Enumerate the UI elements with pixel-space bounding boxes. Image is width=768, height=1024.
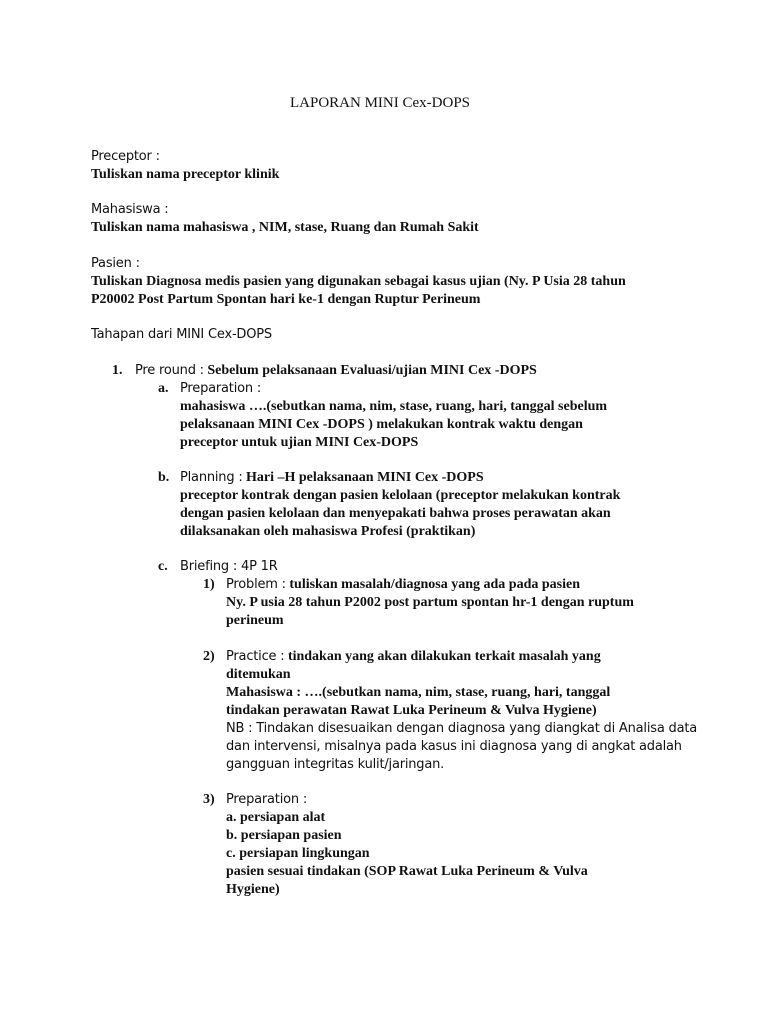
item-b-line-1: preceptor kontrak dengan pasien kelolaan (preceptor melakukan kontrak <box>180 488 621 503</box>
sub-3-line-2: Hygiene) <box>226 882 280 897</box>
item-a-line-1: mahasiswa ….(sebutkan nama, nim, stase, ruang, hari, tanggal sebelum <box>180 399 608 414</box>
sub-3-number: 3) <box>203 792 215 807</box>
pasien-value <box>91 273 626 309</box>
sub-3-line-1: pasien sesuai tindakan (SOP Rawat Luka Perineum & Vulva <box>226 864 588 879</box>
sub-1-value: tuliskan masalah/diagnosa yang ada pada pasien <box>289 577 580 592</box>
item-1-number: 1. <box>112 363 123 378</box>
sub-1-line-1: Ny. P usia 28 tahun P2002 post partum spontan hr-1 dengan ruptum <box>226 595 634 610</box>
item-b-letter: b. <box>158 470 170 485</box>
sub-2-note-1: NB : Tindakan disesuaikan dengan diagnosa yang diangkat di Analisa data <box>226 721 697 736</box>
sub-2-label: Practice : <box>226 649 285 664</box>
item-1-label: Pre round : <box>135 363 204 378</box>
item-a-content <box>180 380 607 452</box>
sub-2-number: 2) <box>203 649 215 664</box>
item-b-content <box>180 469 620 541</box>
sub-3-item-c: c. persiapan lingkungan <box>226 846 370 861</box>
item-b-label: Planning : <box>180 470 243 485</box>
sub-2-note-2: dan intervensi, misalnya pada kasus ini diagnosa yang di angkat adalah <box>226 739 682 754</box>
sub-3-label: Preparation : <box>226 792 308 807</box>
item-a-line-2: pelaksanaan MINI Cex -DOPS ) melakukan kontrak waktu dengan <box>180 417 583 432</box>
tahapan-heading: Tahapan dari MINI Cex-DOPS <box>91 327 272 342</box>
item-b-line-2: dengan pasien kelolaan dan menyepakati bahwa proses perawatan akan <box>180 506 611 521</box>
pasien-label: Pasien : <box>91 256 140 271</box>
item-b-line-3: dilaksanakan oleh mahasiswa Profesi (praktikan) <box>180 524 476 539</box>
pasien-line-1: Tuliskan Diagnosa medis pasien yang digunakan sebagai kasus ujian (Ny. P Usia 28 tahun <box>91 274 626 289</box>
document-title: LAPORAN MINI Cex-DOPS <box>290 95 471 111</box>
item-a-letter: a. <box>158 381 169 396</box>
sub-2-note-3: gangguan integritas kulit/jaringan. <box>226 757 445 772</box>
sub-3-item-a: a. persiapan alat <box>226 810 326 825</box>
sub-2-line-1: ditemukan <box>226 667 291 682</box>
item-c-label: Briefing : 4P 1R <box>180 559 278 574</box>
sub-1-content <box>226 576 634 630</box>
sub-2-content <box>226 648 697 774</box>
mahasiswa-value: Tuliskan nama mahasiswa , NIM, stase, Ruang dan Rumah Sakit <box>91 220 479 235</box>
item-1-line <box>135 362 537 380</box>
sub-2-line-3: tindakan perawatan Rawat Luka Perineum & Vulva Hygiene) <box>226 703 597 718</box>
mahasiswa-label: Mahasiswa : <box>91 202 169 217</box>
sub-2-value: tindakan yang akan dilakukan terkait masalah yang <box>287 649 601 664</box>
preceptor-value: Tuliskan nama preceptor klinik <box>91 167 280 182</box>
item-a-label-text: Preparation : <box>180 381 262 396</box>
sub-1-number: 1) <box>203 577 215 592</box>
item-c-letter: c. <box>158 559 168 574</box>
sub-1-label: Problem : <box>226 577 286 592</box>
sub-2-line-2: Mahasiswa : ….(sebutkan nama, nim, stase, ruang, hari, tanggal <box>226 685 611 700</box>
sub-3-item-b: b. persiapan pasien <box>226 828 342 843</box>
sub-1-line-2: perineum <box>226 613 284 628</box>
item-a-line-3: preceptor untuk ujian MINI Cex-DOPS <box>180 435 419 450</box>
sub-3-content <box>226 791 588 899</box>
item-b-value: Hari –H pelaksanaan MINI Cex -DOPS <box>246 470 484 485</box>
pasien-line-2: P20002 Post Partum Spontan hari ke-1 dengan Ruptur Perineum <box>91 292 481 307</box>
item-1-value: Sebelum pelaksanaan Evaluasi/ujian MINI Cex -DOPS <box>207 363 537 378</box>
preceptor-label: Preceptor : <box>91 149 160 164</box>
